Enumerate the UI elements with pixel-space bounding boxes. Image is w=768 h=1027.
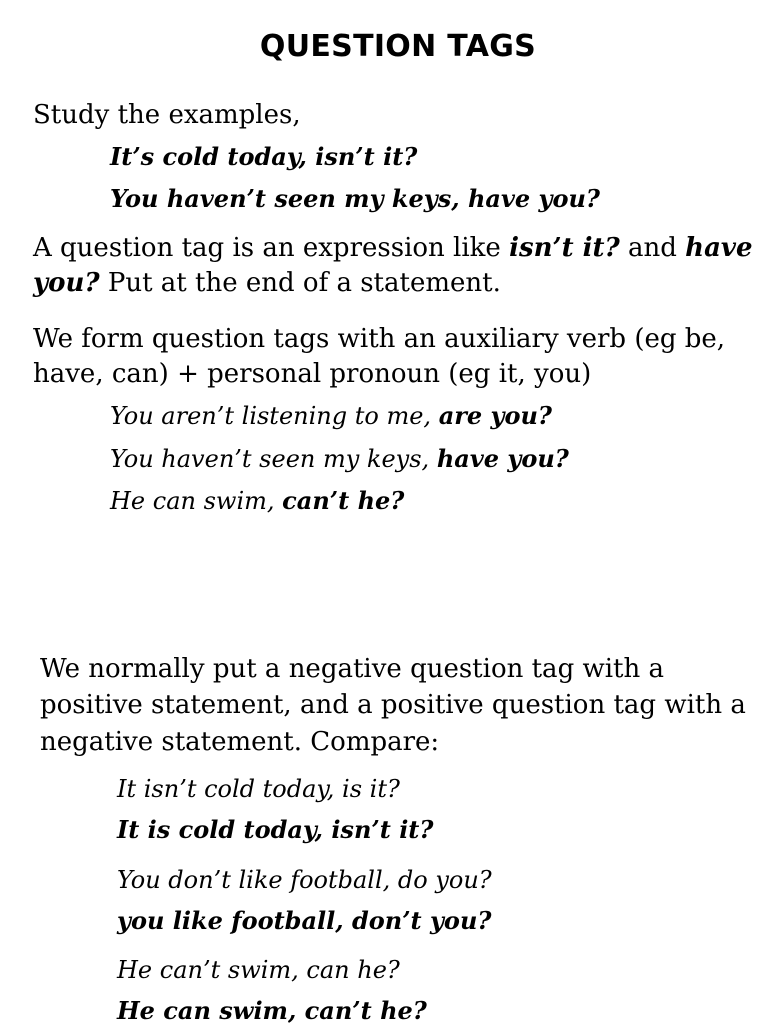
example-line: You haven’t seen my keys, have you? <box>110 184 600 213</box>
example-line: You haven’t seen my keys, have you? <box>110 444 569 473</box>
example-line: He can swim, can’t he? <box>110 486 405 515</box>
tag-emphasis: are you? <box>438 401 552 430</box>
rule-text: have, can) + personal pronoun (eg it, you) <box>33 359 592 389</box>
example-line: You don’t like football, do you? <box>117 866 492 894</box>
example-line: It isn’t cold today, is it? <box>117 775 400 803</box>
definition-line-1: A question tag is an expression like isn’t it? and have <box>33 233 753 263</box>
example-line: It’s cold today, isn’t it? <box>110 142 418 171</box>
tag-emphasis: isn’t it? <box>509 233 620 263</box>
tag-emphasis: you? <box>33 268 100 298</box>
intro-text: Study the examples, <box>33 100 301 130</box>
example-line: It is cold today, isn’t it? <box>117 815 434 844</box>
tag-emphasis: can’t he? <box>282 486 405 515</box>
tag-emphasis: have you? <box>436 444 569 473</box>
rule-text: negative statement. Compare: <box>40 727 440 757</box>
definition-line-2: you? Put at the end of a statement. <box>33 268 501 298</box>
example-line: you like football, don’t you? <box>117 906 492 935</box>
tag-emphasis: have <box>685 233 753 263</box>
example-line: He can’t swim, can he? <box>117 956 400 984</box>
rule-text: positive statement, and a positive question tag with a <box>40 690 746 720</box>
rule-text: We form question tags with an auxiliary verb (eg be, <box>33 324 726 354</box>
example-line: You aren’t listening to me, are you? <box>110 401 552 430</box>
example-line: He can swim, can’t he? <box>117 996 427 1025</box>
page-title: QUESTION TAGS <box>259 29 537 64</box>
rule-text: We normally put a negative question tag with a <box>40 654 664 684</box>
